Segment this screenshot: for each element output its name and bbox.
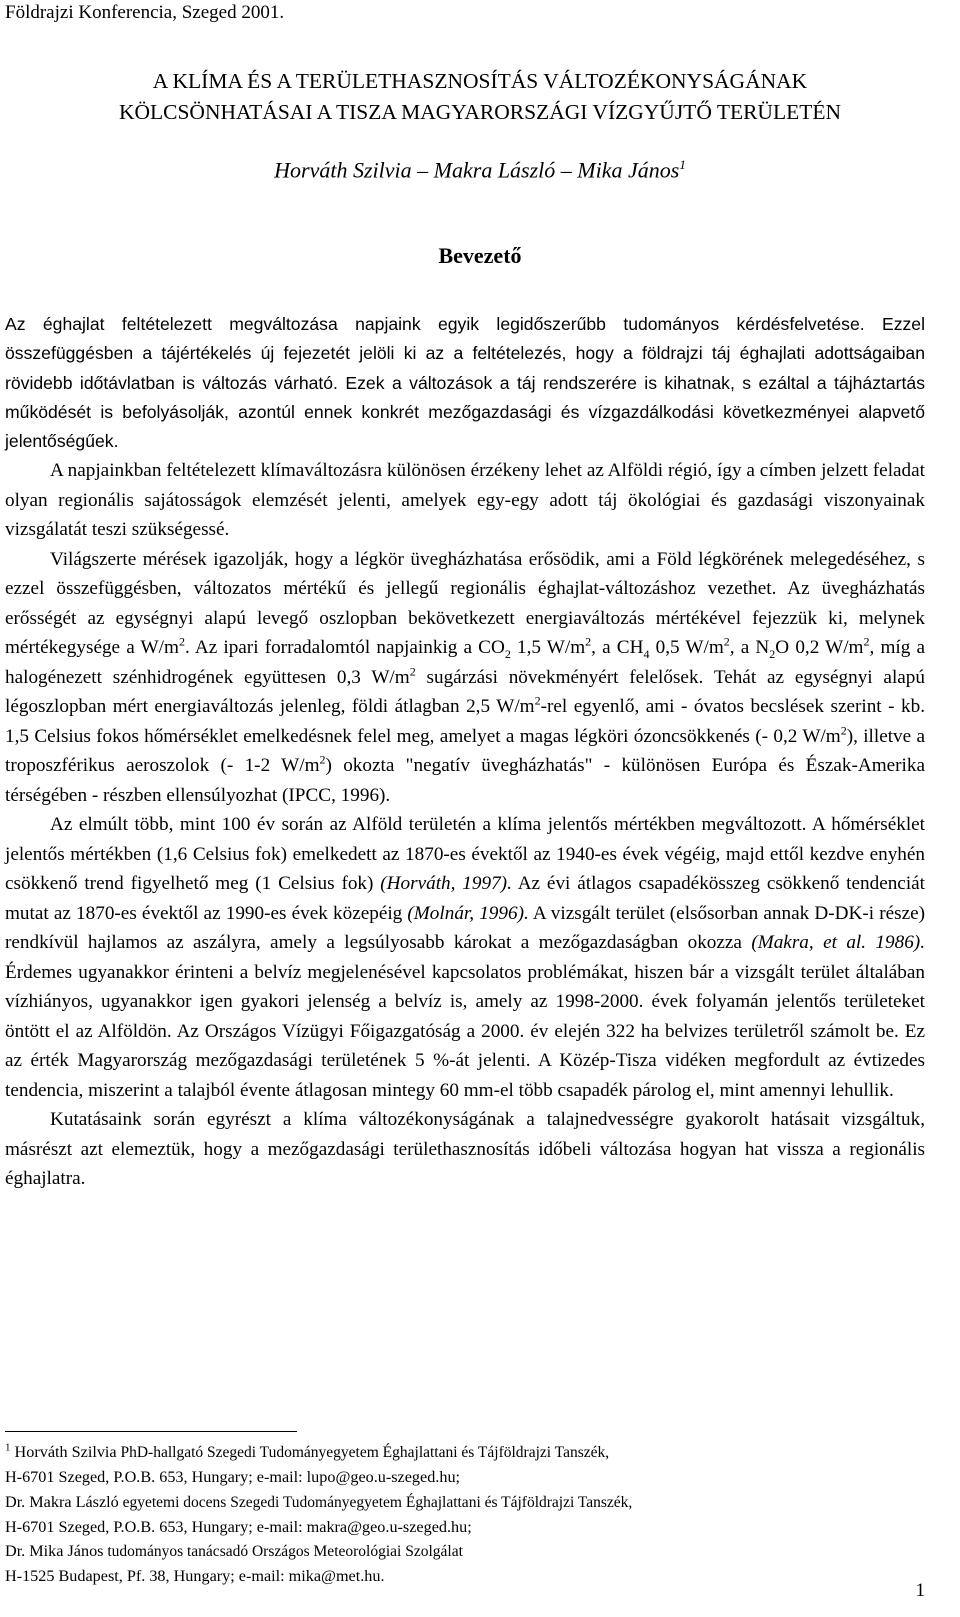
citation: (Molnár, 1996). (407, 902, 529, 924)
footnote-line (5, 1440, 925, 1465)
p3-text: -rel egyenlő, ami - óvatos becslések szerint - kb. 1,5 Celsius fokos hőmérséklet emelkedésnek felel meg, amelyet a magas légköri ózoncsökkenés (- 0,2 W/m (5, 696, 925, 747)
footnote-address: H-6701 Szeged, P.O.B. 653, Hungary; e-mail: makra@geo.u-szeged.hu; (5, 1517, 472, 1536)
citation: (Horváth, 1997). (380, 873, 512, 895)
footnote-line (5, 1539, 925, 1564)
footnotes (5, 1440, 925, 1589)
author-footnote-marker: 1 (679, 157, 686, 172)
footnote-affiliation: PhD-hallgató Szegedi Tudományegyetem Éghajlattani és Tájföldrajzi Tanszék, (116, 1444, 610, 1461)
p3-text: , a N (729, 637, 770, 659)
section-heading: Bevezető (438, 243, 522, 268)
footnote-affiliation: tudományos tanácsadó Országos Meteorológiai Szolgálat (103, 1543, 463, 1561)
p3-sup: 2 (863, 635, 870, 650)
p3-sup: 2 (585, 635, 592, 650)
p3-text: ), illetve a troposzférikus aeroszolok (- 1-2 W/m (5, 725, 926, 777)
running-head: Földrajzi Konferencia, Szeged 2001. (5, 2, 285, 23)
p3-text: 0,5 W/m (649, 637, 724, 659)
p3-text: 1,5 W/m (510, 637, 586, 659)
p3-text: , míg a halogénezett szénhidrogének együttesen 0,3 W/m (5, 637, 925, 688)
p4-text: Az évi átlagos csapadékösszeg csökkenő tendenciát mutat az 1870-es évektől az 1990-es évek közepéig (5, 873, 925, 924)
p3-sup: 2 (409, 664, 416, 679)
paper-title (0, 66, 960, 128)
p3-text: . Az ipari forradalomtól napjainkig a CO (184, 637, 505, 659)
citation: (Makra, et al. 1986). (751, 932, 925, 954)
p3-sub: 2 (504, 647, 511, 662)
footnote-address: H-1525 Budapest, Pf. 38, Hungary; e-mail: mika@met.hu. (5, 1567, 385, 1586)
footnote-line (5, 1490, 925, 1515)
footnote-divider (5, 1431, 297, 1432)
p3-text: ) okozta "negatív üvegházhatás" - különösen Európa és Észak-Amerika térségében - részben ellensúlyozhat (IPCC, 1996). (5, 755, 925, 806)
author-list (0, 157, 960, 183)
footnote-address: H-6701 Szeged, P.O.B. 653, Hungary; e-mail: lupo@geo.u-szeged.hu; (5, 1468, 461, 1487)
p3-text: Világszerte mérések igazolják, hogy a légkör üvegházhatása erősödik, ami a Föld légkörének melegedéséhez, s ezzel összefüggésben, változatos mértékű és jellegű regionális éghajlat-változáshoz vezethet. Az üvegházhatás erősségét az egységnyi alapú levegő oszlopban bekövetkezett energiaváltozás mértékével fejezzük ki, melynek mértékegysége a W/m (5, 548, 925, 659)
p3-sup: 2 (840, 723, 847, 738)
p4-text: Az elmúlt több, mint 100 év során az Alföld területén a klíma jelentős mértékben megváltozott. A hőmérséklet jelentős mértékben (1,6 Celsius fok) emelkedett az 1870-es évektől az 1940-es évek végéig, majd ettől kezdve enyhén csökkenő trend figyelhető meg (1 Celsius fok) (5, 814, 925, 895)
p3-text: O 0,2 W/m (775, 637, 864, 659)
paragraph-4 (5, 810, 925, 1105)
footnote-author-name: Dr. Mika János (5, 1542, 104, 1561)
p3-text: sugárzási növekményért felelősek. Tehát az egységnyi alapú légoszlopban mért energiaváltozás jelenleg, földi átlagban 2,5 W/m (5, 666, 925, 718)
paragraph-2: A napjainkban feltételezett klímaváltozásra különösen érzékeny lehet az Alföldi régió, így a címben jelzett feladat olyan regionális sajátosságok elemzését jelenti, amelyek egy-egy adott táj ökológiai és gazdasági viszonyainak vizsgálatát teszi szükségessé. (5, 460, 925, 541)
footnote-affiliation: egyetemi docens Szegedi Tudományegyetem Éghajlattani és Tájföldrajzi Tanszék, (118, 1493, 633, 1511)
p3-sup: 2 (534, 694, 541, 709)
footnote-author-name: Dr. Makra László (5, 1492, 119, 1511)
paragraph-5: Kutatásaink során egyrészt a klíma változékonyságának a talajnedvességre gyakorolt hatásait vizsgáltuk, másrészt azt elemeztük, hogy a mezőgazdasági területhasznosítás időbeli változása hogyan hat vissza a regionális éghajlatra. (5, 1109, 925, 1190)
p4-text: Érdemes ugyanakkor érinteni a belvíz megjelenésével kapcsolatos problémákat, hiszen bár a vizsgált terület általában vízhiányos, ugyanakkor igen gyakori jelenség a belvíz is, amely az 1998-2000. évek folyamán jelentős területeket öntött el az Alföldön. Az Országos Vízügyi Főigazgatóság a 2000. év elején 322 ha belvizes területről számolt be. Ez az érték Magyarország mezőgazdasági területének 5 %-át jelenti. A Közép-Tisza vidéken megfordult az évtizedes tendencia, miszerint a talajból évente átlagosan mintegy 60 mm-el több csapadék párolog el, mint amennyi lehullik. (5, 961, 925, 1101)
title-line-2: KÖLCSÖNHATÁSAI A TISZA MAGYARORSZÁGI VÍZGYŰJTŐ TERÜLETÉN (118, 100, 842, 124)
p4-text: A vizsgált terület (elsősorban annak D-DK-i része) rendkívül hajlamos az aszályra, amely a legsúlyosabb károkat a mezőgazdaságban okozza (5, 902, 925, 954)
footnote-marker: 1 (5, 1441, 11, 1454)
author-names: Horváth Szilvia – Makra László – Mika János (274, 157, 680, 183)
paragraph-3 (5, 545, 925, 811)
page-number: 1 (915, 1580, 925, 1601)
paragraph-1: Az éghajlat feltételezett megváltozása napjaink egyik legidőszerűbb tudományos kérdésfelvetése. Ezzel összefüggésben a tájértékelés új fejezetét jelöli ki az a feltételezés, hogy a földrajzi táj éghajlati adottságaiban rövidebb időtávlatban is változás várható. Ezek a változások a táj rendszerére is kihatnak, s ezáltal a tájháztartás működését is befolyásolják, azontúl ennek konkrét mezőgazdasági és vízgazdálkodási következményei alapvető jelentőségűek. (5, 314, 925, 452)
p3-text: , a CH (591, 637, 644, 659)
p3-sup: 2 (319, 753, 326, 768)
p3-sup: 2 (178, 635, 185, 650)
p3-sub: 2 (769, 647, 776, 662)
body-text (5, 310, 925, 1194)
footnote-author-name: Horváth Szilvia (14, 1443, 117, 1461)
p3-sup: 2 (723, 635, 730, 650)
title-line-1: A KLÍMA ÉS A TERÜLETHASZNOSÍTÁS VÁLTOZÉKONYSÁGÁNAK (152, 69, 808, 93)
p3-sub: 4 (643, 647, 650, 662)
